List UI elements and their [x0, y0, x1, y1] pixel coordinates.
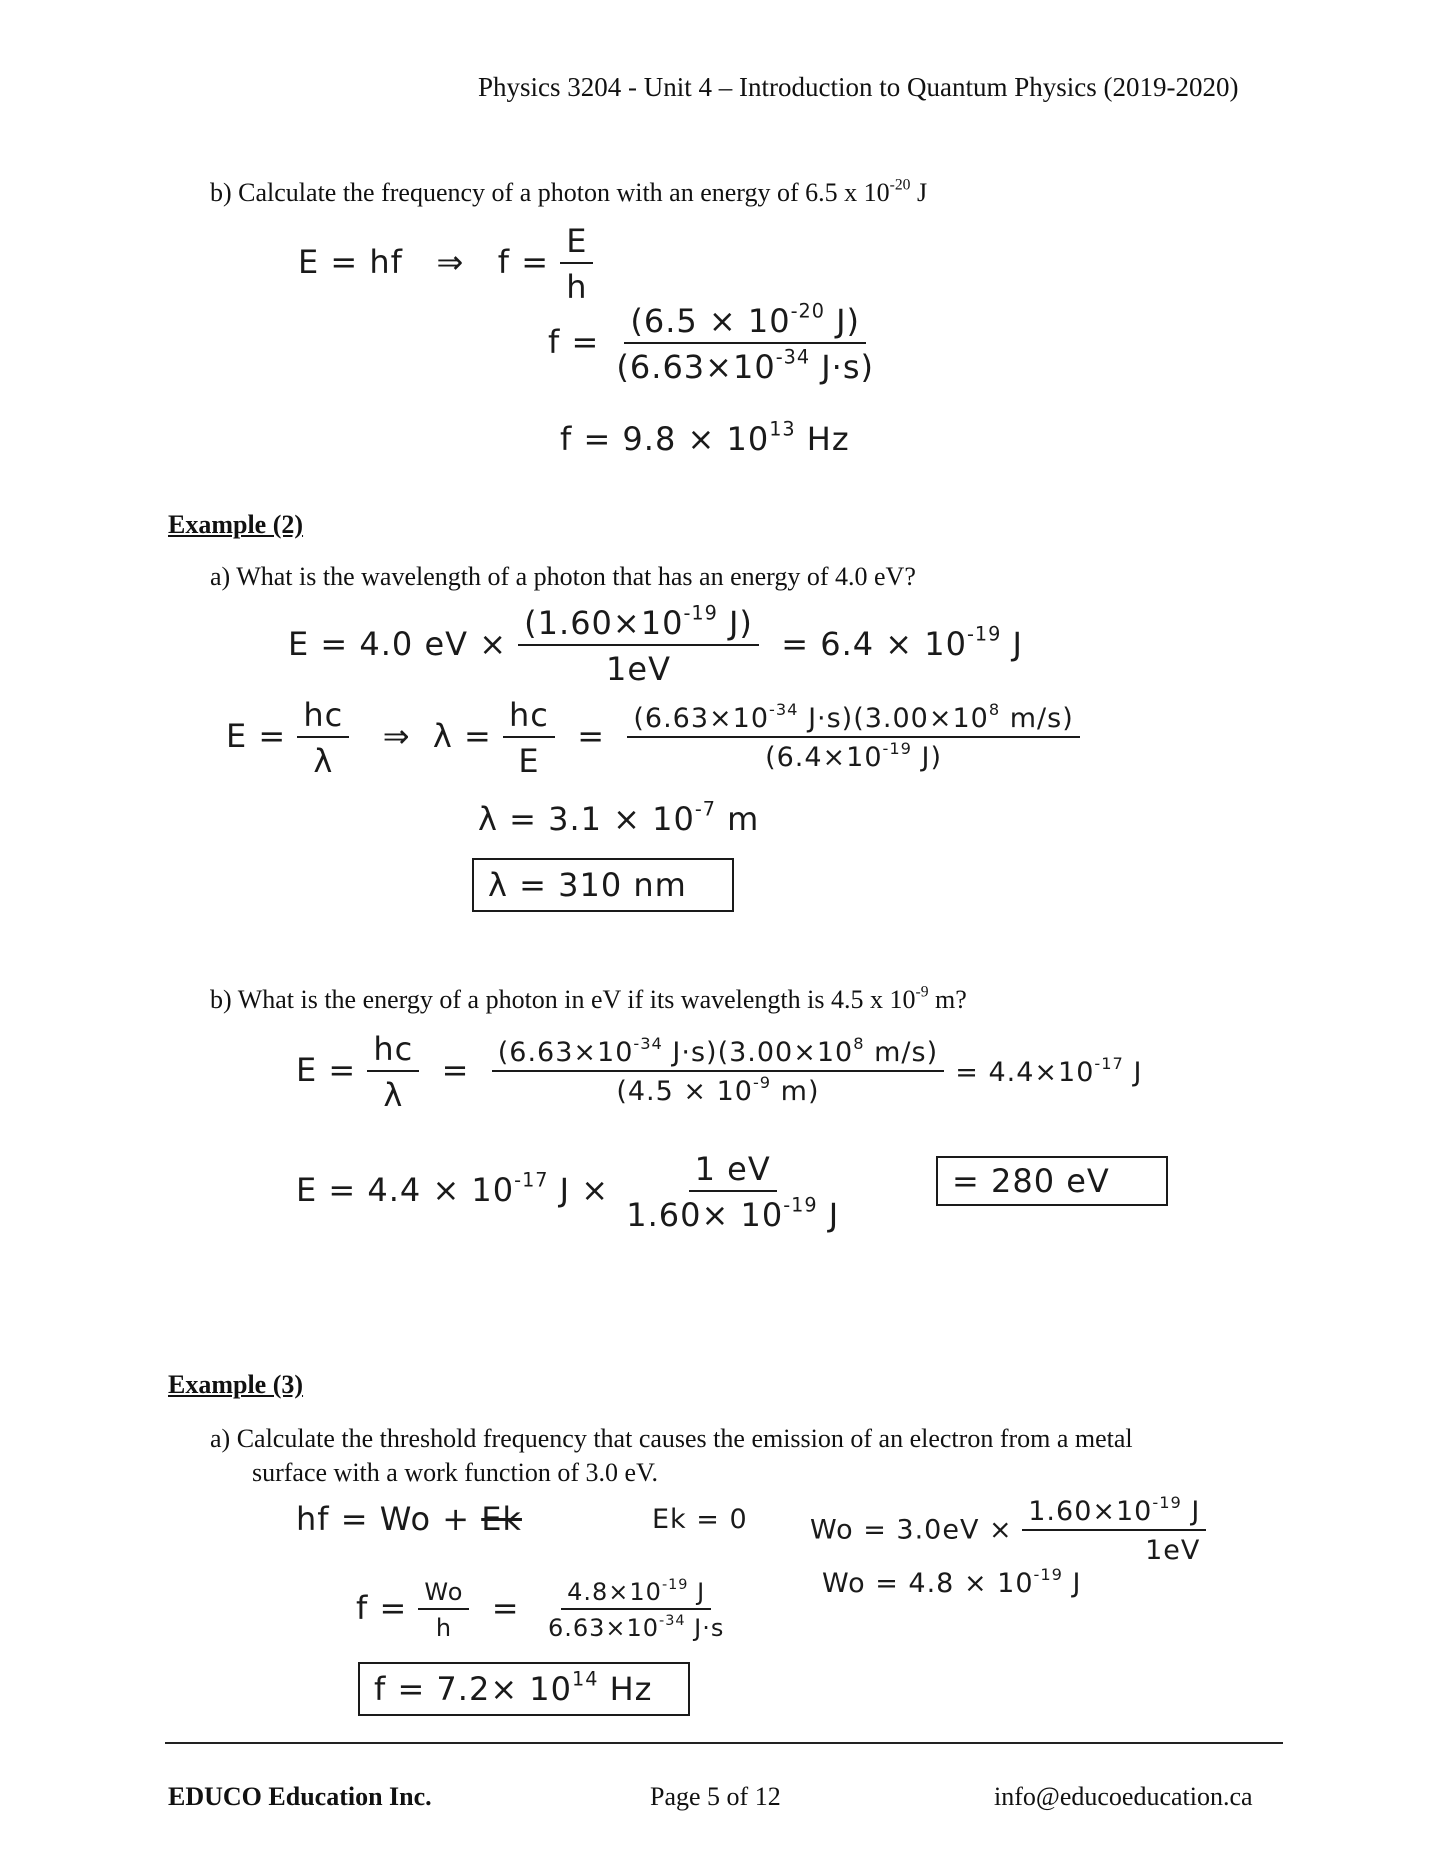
ek-zero: Ek = 0	[652, 1504, 748, 1535]
wavelength-formula-line: E = $\frac{hc}{\lambda}$ ⇒ λ = $\frac{hc}{E}$ = $\frac{(6.63\times 10^{-34} J\cdot s)(3.00\times 10^8 m/s)}{(6.4\times 10^{-19} J)}$	[226, 696, 1080, 780]
page-header-title: Physics 3204 - Unit 4 – Introduction to Quantum Physics (2019-2020)	[478, 72, 1239, 102]
question-3a-line1: a) Calculate the threshold frequency that causes the emission of an electron from a metal	[210, 1424, 1133, 1453]
question-2a: a) What is the wavelength of a photon that has an energy of 4.0 eV?	[210, 562, 916, 591]
energy-balance-equation: hf = Wo + Ek	[296, 1500, 522, 1538]
frequency-substitution: f = $\frac{(6.5 \times 10^{-20} J)}{(6.63\times 10^{-34} J\cdot s)}$	[548, 299, 874, 386]
question-b-frequency: b) Calculate the frequency of a photon with an energy of 6.5 x $10^{-20}$ J	[210, 176, 928, 207]
question-2b: b) What is the energy of a photon in eV if its wavelength is 4.5 x $10^{-9}$ m?	[210, 983, 967, 1014]
threshold-frequency-boxed-answer: $f = 7.2\times 10^{14}$ Hz	[358, 1662, 690, 1716]
ev-boxed-answer: = 280 eV	[936, 1156, 1168, 1206]
energy-conversion-line: E = 4.0 eV × $\frac{(1.60\times 10^{-19} J)}{1eV}$ = $6.4 \times 10^{-19}$ J	[288, 601, 1023, 688]
question-3a-line2: surface with a work function of 3.0 eV.	[252, 1458, 659, 1487]
wavelength-result: $\lambda = 3.1 \times 10^{-7}$ m	[478, 797, 760, 838]
wavelength-boxed-answer: λ = 310 nm	[472, 858, 734, 912]
example-3-heading: Example (3)	[168, 1370, 304, 1399]
footer-company: EDUCO Education Inc.	[168, 1782, 432, 1811]
energy-formula-line: E = hf ⇒ f = $\frac{E}{h}$	[298, 222, 593, 306]
photon-energy-line: E = $\frac{hc}{\lambda}$ = $\frac{(6.63\times 10^{-34} J\cdot s)(3.00\times 10^8 m/s)}{(4.5 \times 10^{-9} m)}$ = $4.4\times 10^{-17}$ J	[296, 1030, 1143, 1114]
frequency-answer: $f = 9.8 \times 10^{13}$ Hz	[560, 417, 850, 458]
footer-email: info@educoeducation.ca	[994, 1782, 1253, 1811]
work-function-result: $Wo = 4.8 \times 10^{-19}$ J	[822, 1564, 1082, 1599]
footer-page-number: Page 5 of 12	[650, 1782, 781, 1811]
e-over-h-fraction: $\frac{E}{h}$	[560, 222, 593, 306]
footer-divider	[165, 1742, 1283, 1744]
ev-conversion-line: $E = 4.4 \times 10^{-17}$ J × $\frac{1 eV}{1.60\times 10^{-19} J}$	[296, 1150, 840, 1234]
threshold-frequency-equation: f = $\frac{Wo}{h}$ = $\frac{4.8\times 10^{-19} J}{6.63\times 10^{-34} J\cdot s}$	[356, 1577, 725, 1642]
example-2-heading: Example (2)	[168, 510, 304, 539]
work-function-conversion: Wo = 3.0eV × $\frac{1.60\times 10^{-19} J}{1eV}$	[810, 1496, 1206, 1566]
